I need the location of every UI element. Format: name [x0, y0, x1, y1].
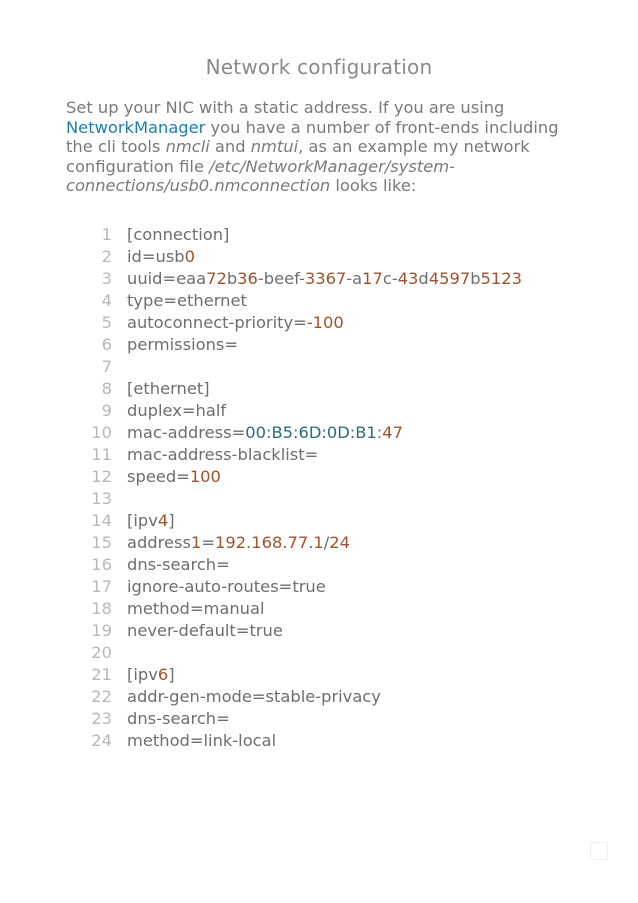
code-token: [ethernet] [127, 379, 210, 398]
line-text [127, 620, 283, 642]
code-token: b [226, 269, 238, 288]
code-token: type=ethernet [127, 291, 247, 310]
code-token: 3367 [304, 269, 347, 288]
code-line [76, 400, 576, 422]
code-line [76, 510, 576, 532]
line-number: 17 [91, 577, 112, 596]
code-token: 47 [382, 423, 404, 442]
code-line [76, 268, 576, 290]
code-token: [connection] [127, 225, 230, 244]
line-number: 3 [101, 269, 112, 288]
line-number: 12 [91, 467, 112, 486]
line-text [127, 444, 318, 466]
line-number: 13 [91, 489, 112, 508]
code-token: [ipv [127, 511, 158, 530]
line-number: 8 [101, 379, 112, 398]
code-line [76, 312, 576, 334]
intro-text-5: looks like: [330, 176, 417, 196]
code-token: duplex=half [127, 401, 227, 420]
code-token: 00:B5:6D:0D:B1 [245, 423, 377, 442]
config-file-path: /etc/NetworkManager/system-connections/usb0.nmconnection [66, 156, 456, 196]
code-token: never-default=true [127, 621, 283, 640]
line-text [127, 334, 238, 356]
code-line [76, 290, 576, 312]
code-token: -a [346, 269, 363, 288]
line-number: 14 [91, 511, 112, 530]
page-title: Network configuration [205, 55, 433, 79]
line-text [127, 422, 403, 444]
code-token: permissions= [127, 335, 239, 354]
code-token: 72 [206, 269, 227, 288]
code-token: ignore-auto-routes=true [127, 577, 326, 596]
code-token: 1 [190, 533, 202, 552]
code-token: dns-search= [127, 555, 230, 574]
code-line [76, 246, 576, 268]
code-line [76, 334, 576, 356]
line-text [127, 400, 226, 422]
line-number: 18 [91, 599, 112, 618]
line-text [127, 290, 247, 312]
line-text [127, 598, 265, 620]
code-token: method=manual [127, 599, 265, 618]
code-token: -beef- [257, 269, 305, 288]
line-text [127, 532, 350, 554]
code-token: dns-search= [127, 709, 230, 728]
line-number: 23 [91, 709, 112, 728]
line-text [127, 510, 175, 532]
code-line [76, 708, 576, 730]
code-token: 17 [362, 269, 383, 288]
code-token: mac-address= [127, 423, 246, 442]
line-number: 24 [91, 731, 112, 750]
line-number: 4 [101, 291, 112, 310]
intro-text-1: Set up your NIC with a static address. If you are using [66, 98, 505, 117]
watermark [590, 842, 608, 867]
code-token: [ipv [127, 665, 158, 684]
code-block [76, 224, 576, 752]
code-line [76, 466, 576, 488]
line-number: 2 [101, 247, 112, 266]
intro-text-3: and [209, 137, 251, 157]
code-token: speed= [127, 467, 190, 486]
code-line [76, 488, 576, 510]
code-line [76, 620, 576, 642]
line-number: 1 [101, 225, 112, 244]
code-line [76, 444, 576, 466]
code-line [76, 224, 576, 246]
code-token: / [323, 533, 330, 552]
line-number: 9 [101, 401, 112, 420]
code-token: 100 [189, 467, 221, 486]
code-line [76, 356, 576, 378]
line-number: 7 [101, 357, 112, 376]
line-number: 15 [91, 533, 112, 552]
code-line [76, 686, 576, 708]
line-text [127, 378, 210, 400]
line-text [127, 246, 195, 268]
code-token: d [418, 269, 429, 288]
code-line [76, 378, 576, 400]
code-token: address [127, 533, 191, 552]
code-token: 192.168.77.1 [214, 533, 324, 552]
code-line [76, 598, 576, 620]
line-text [127, 686, 381, 708]
code-line [76, 664, 576, 686]
code-line [76, 554, 576, 576]
intro-text-2: you have a number of front-ends including the cli tools [66, 117, 559, 157]
intro-text-4: , as an example my network configuration file [66, 137, 530, 176]
line-number: 19 [91, 621, 112, 640]
code-token: 4 [157, 511, 169, 530]
line-text [127, 730, 276, 752]
line-text [127, 664, 175, 686]
code-token: addr-gen-mode=stable-privacy [127, 687, 381, 706]
line-text [127, 224, 229, 246]
code-token: id=usb [127, 247, 185, 266]
code-token: autoconnect-priority= [127, 313, 307, 332]
line-text [127, 708, 230, 730]
code-token: 43 [397, 269, 419, 288]
line-number: 5 [101, 313, 112, 332]
code-token: b [470, 269, 481, 288]
line-number: 21 [91, 665, 112, 684]
code-token: ] [168, 665, 175, 684]
line-number: 11 [91, 445, 112, 464]
line-text [127, 466, 221, 488]
nmcli-term: nmcli [165, 137, 210, 157]
networkmanager-link[interactable]: NetworkManager [66, 117, 206, 137]
code-token: 5123 [480, 269, 522, 288]
code-token: 4597 [428, 269, 471, 288]
code-token: 0 [184, 247, 195, 266]
code-token: ] [168, 511, 175, 530]
line-number: 16 [91, 555, 112, 574]
code-line [76, 422, 576, 444]
code-token: 36 [237, 269, 258, 288]
code-token: : [376, 423, 383, 442]
line-text [127, 554, 230, 576]
code-line [76, 532, 576, 554]
line-number: 10 [91, 423, 112, 442]
watermark-icon [590, 842, 608, 860]
line-text [127, 268, 522, 290]
code-token: uuid=eaa [127, 269, 207, 288]
code-token: mac-address-blacklist= [127, 445, 319, 464]
code-line [76, 730, 576, 752]
code-token: 24 [329, 533, 350, 552]
line-text [127, 312, 344, 334]
code-line [76, 576, 576, 598]
line-number: 6 [101, 335, 112, 354]
line-number: 20 [91, 643, 112, 662]
code-line [76, 642, 576, 664]
line-number: 22 [91, 687, 112, 706]
code-token: = [201, 533, 215, 552]
code-token: method=link-local [127, 731, 277, 750]
line-text [127, 576, 326, 598]
nmtui-term: nmtui [250, 137, 299, 157]
code-token: 6 [157, 665, 169, 684]
code-token: c- [382, 269, 398, 288]
code-token: -100 [306, 313, 344, 332]
intro-paragraph [66, 98, 586, 196]
